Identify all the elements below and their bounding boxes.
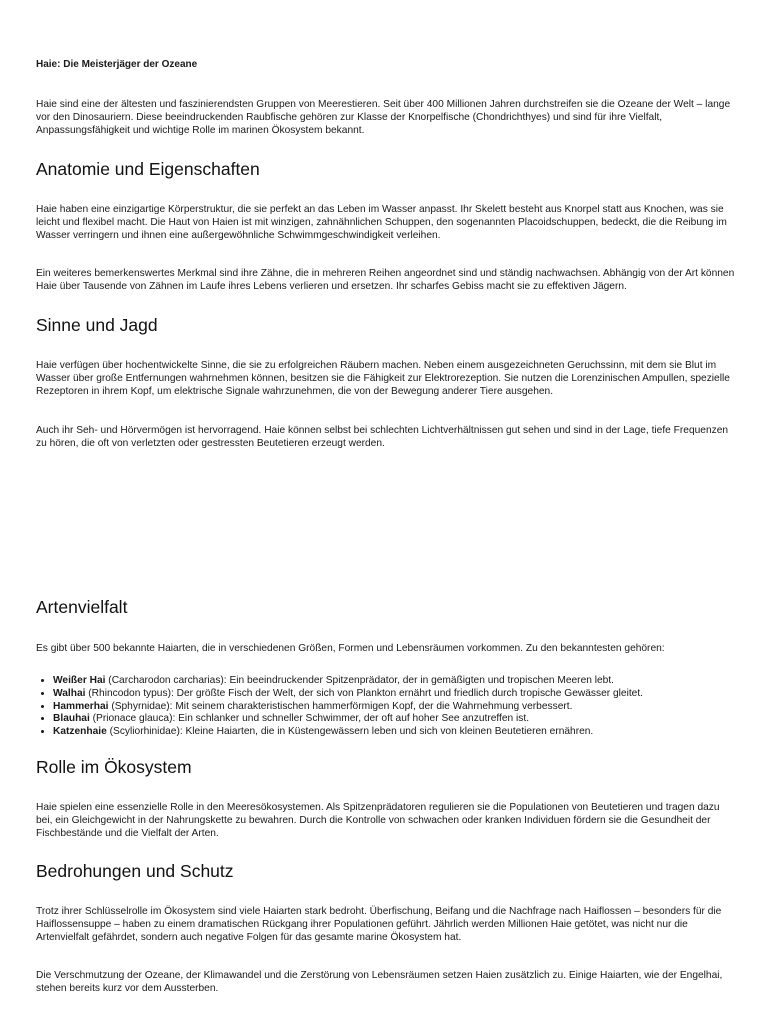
heading-sinne: Sinne und Jagd bbox=[36, 315, 158, 335]
anatomie-paragraph-2: Ein weiteres bemerkenswertes Merkmal sind ihre Zähne, die in mehreren Reihen angeordnet sind und ständig nachwachsen. Abhängig von der Art können Haie über Tausende von Zähnen im Laufe ihres Lebens verlieren und ersetzen. Ihr scharfes Gebiss macht sie zu effektiven Jägern. bbox=[36, 268, 735, 292]
list-item bbox=[53, 726, 743, 739]
sinne-paragraph-1: Haie verfügen über hochentwickelte Sinne, die sie zu erfolgreichen Räubern machen. Neben einem ausgezeichneten Geruchssinn, mit dem sie Blut im Wasser über große Entfernungen wahrnehmen können, besitzen sie die Fähigkeit zur Elektrorezeption. Sie nutzen die Lorenzinischen Ampullen, spezielle Rezeptoren in ihrem Kopf, um elektrische Signale wahrzunehmen, die von der Bewegung anderer Tiere ausgehen. bbox=[36, 360, 730, 397]
list-item bbox=[53, 701, 743, 714]
species-description: (Prionace glauca): Ein schlanker und schneller Schwimmer, der oft auf hoher See anzutreffen ist. bbox=[89, 713, 530, 725]
species-description: (Carcharodon carcharias): Ein beeindruckender Spitzenprädator, der in gemäßigten und tropischen Meeren lebt. bbox=[105, 675, 614, 686]
species-name: Weißer Hai bbox=[53, 675, 106, 686]
list-item bbox=[53, 675, 743, 688]
heading-artenvielfalt: Artenvielfalt bbox=[36, 597, 128, 617]
list-item bbox=[53, 713, 743, 726]
rolle-paragraph: Haie spielen eine essenzielle Rolle in den Meeresökosystemen. Als Spitzenprädatoren regulieren sie die Populationen von Beutetieren und tragen dazu bei, ein Gleichgewicht in der Nahrungskette zu bewahren. Durch die Kontrolle von schwachen oder kranken Individuen fördern sie die Gesundheit der Fischbestände und die Vielfalt der Arten. bbox=[36, 802, 720, 839]
species-name: Blauhai bbox=[53, 713, 90, 725]
species-name: Walhai bbox=[53, 687, 86, 699]
species-description: (Sphyrnidae): Mit seinem charakteristischen hammerförmigen Kopf, der die Wahrnehmung verbessert. bbox=[108, 700, 573, 712]
heading-rolle: Rolle im Ökosystem bbox=[36, 757, 192, 777]
schutz-paragraph-2: Die Verschmutzung der Ozeane, der Klimawandel und die Zerstörung von Lebensräumen setzen Haien zusätzlich zu. Einige Haiarten, wie der Engelhai, stehen bereits kurz vor dem Aussterben. bbox=[36, 970, 723, 994]
species-description: (Rhincodon typus): Der größte Fisch der Welt, der sich von Plankton ernährt und friedlich durch tropische Gewässer gleitet. bbox=[85, 687, 644, 699]
species-name: Hammerhai bbox=[53, 700, 109, 712]
anatomie-paragraph-1: Haie haben eine einzigartige Körperstruktur, die sie perfekt an das Leben im Wasser anpasst. Ihr Skelett besteht aus Knorpel statt aus Knochen, was sie leicht und flexibel macht. Die Haut von Haien ist mit winzigen, zahnähnlichen Schuppen, den sogenannten Placoidschuppen, bedeckt, die die Reibung im Wasser verringern und ihnen eine außergewöhnliche Schwimmgeschwindigkeit verleihen. bbox=[36, 204, 727, 241]
document-title: Haie: Die Meisterjäger der Ozeane bbox=[36, 59, 198, 70]
sinne-paragraph-2: Auch ihr Seh- und Hörvermögen ist hervorragend. Haie können selbst bei schlechten Lichtverhältnissen gut sehen und sind in der Lage, tiefe Frequenzen zu hören, die oft von verletzten oder gestressten Beutetieren erzeugt werden. bbox=[36, 425, 729, 449]
list-item bbox=[53, 688, 743, 701]
species-description: (Scyliorhinidae): Kleine Haiarten, die in Küstengewässern leben und sich von kleinen Beutetieren ernähren. bbox=[106, 726, 594, 738]
species-name: Katzenhaie bbox=[53, 726, 107, 738]
intro-paragraph: Haie sind eine der ältesten und faszinierendsten Gruppen von Meerestieren. Seit über 400 Millionen Jahren durchstreifen sie die Ozeane der Welt – lange vor den Dinosauriern. Diese beeindruckenden Raubfische gehören zur Klasse der Knorpelfische (Chondrichthyes) und sind für ihre Vielfalt, Anpassungsfähigkeit und wichtige Rolle im marinen Ökosystem bekannt. bbox=[36, 99, 731, 136]
heading-anatomie: Anatomie und Eigenschaften bbox=[36, 159, 260, 179]
heading-schutz: Bedrohungen und Schutz bbox=[36, 861, 234, 881]
artenvielfalt-paragraph: Es gibt über 500 bekannte Haiarten, die in verschiedenen Größen, Formen und Lebensräumen vorkommen. Zu den bekanntesten gehören: bbox=[36, 643, 665, 654]
schutz-paragraph-1: Trotz ihrer Schlüsselrolle im Ökosystem sind viele Haiarten stark bedroht. Überfischung, Beifang und die Nachfrage nach Haiflossen – besonders für die Haiflossensuppe – haben zu einem dramatischen Rückgang ihrer Populationen geführt. Jährlich werden Millionen Haie getötet, was nicht nur die Artenvielfalt gefährdet, sondern auch negative Folgen für das gesamte marine Ökosystem hat. bbox=[36, 906, 722, 943]
species-list bbox=[36, 675, 743, 739]
